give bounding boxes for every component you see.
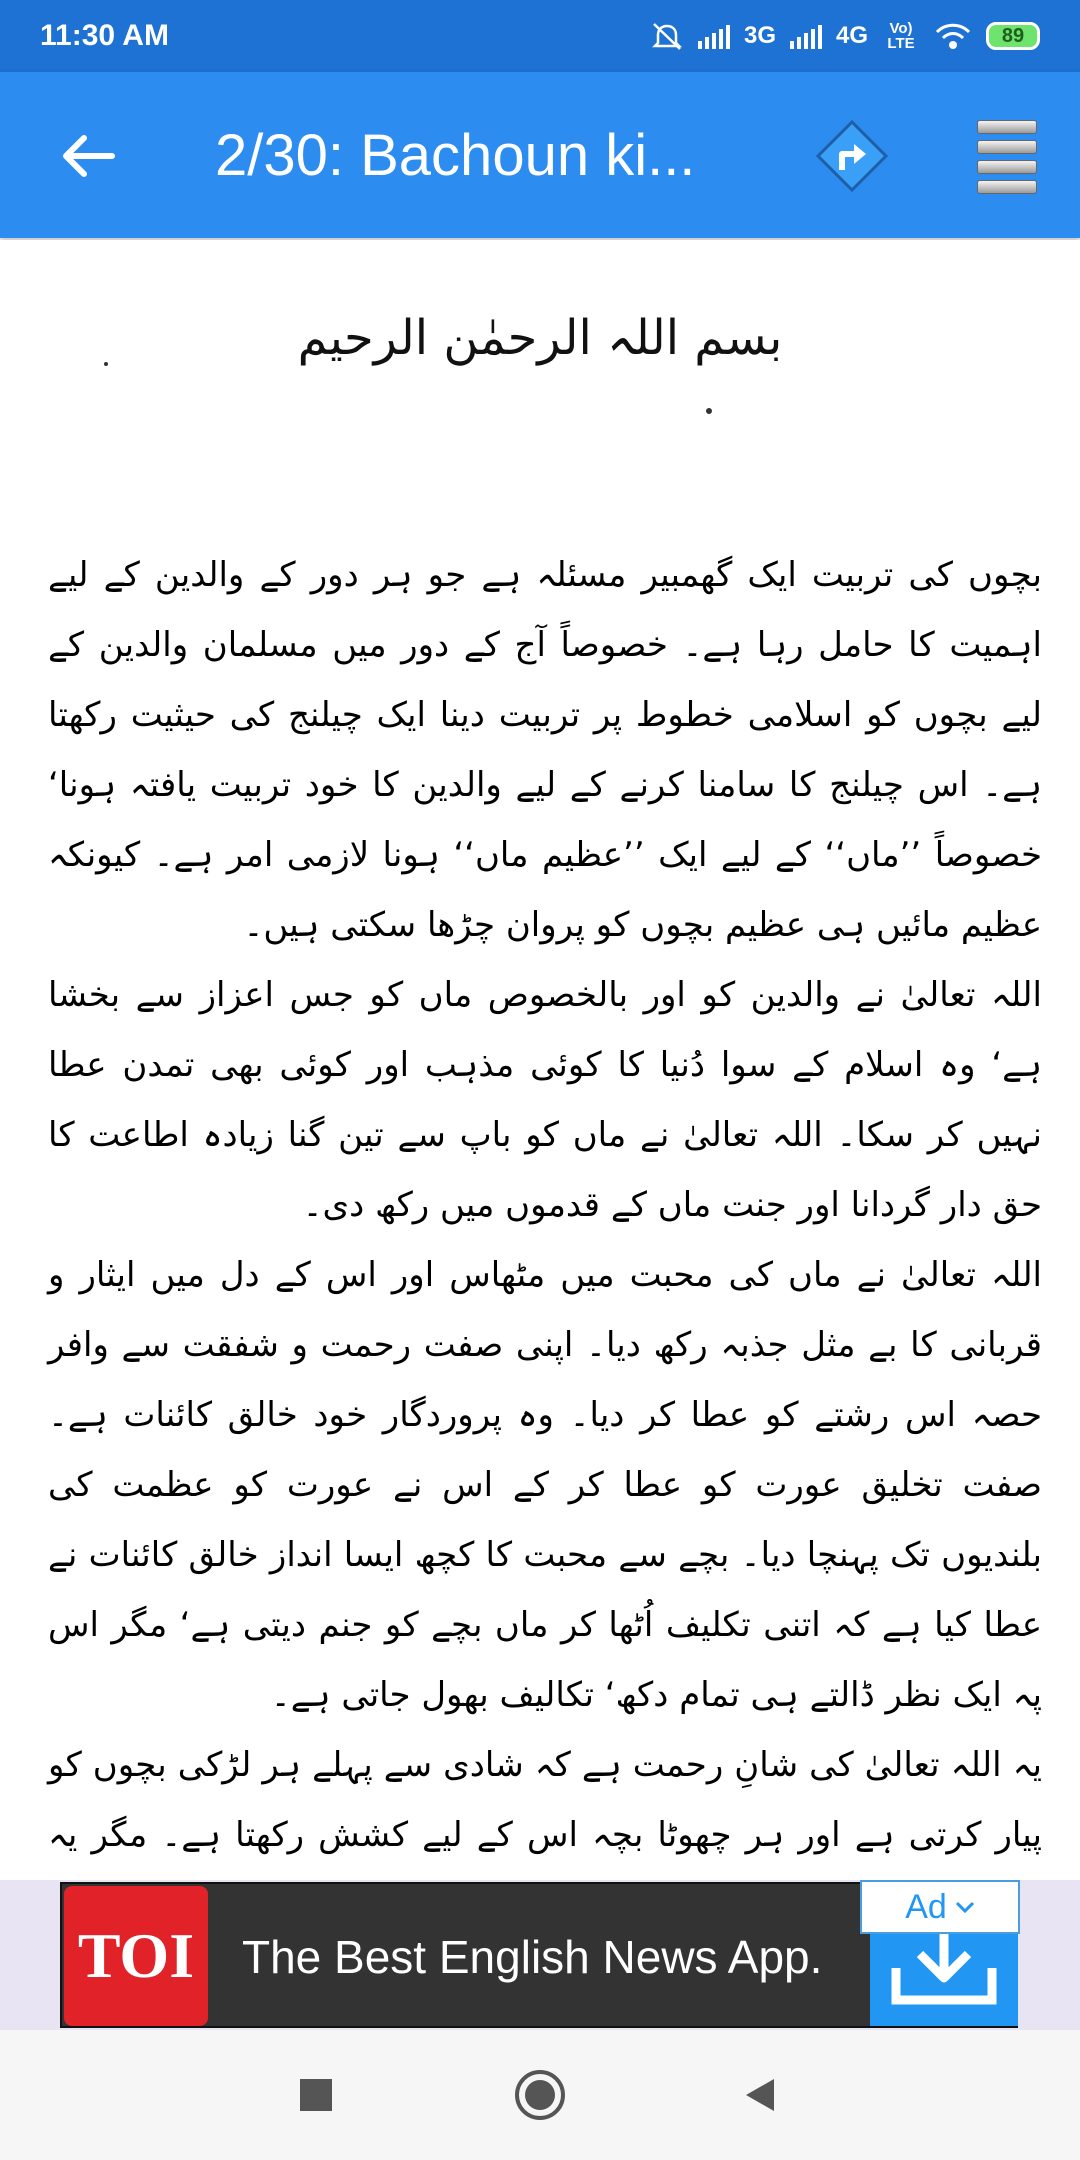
page-speck bbox=[706, 408, 712, 414]
volte-label: Vo) LTE bbox=[887, 20, 915, 52]
menu-icon-bar bbox=[977, 180, 1037, 194]
menu-button[interactable] bbox=[972, 114, 1040, 198]
mute-icon bbox=[650, 21, 684, 51]
paragraph: اللہ تعالیٰ نے والدین کو اور بالخصوص ماں کو جس اعزاز سے بخشا ہے‘ وہ اسلام کے سوا دُنیا کا کوئی مذہب اور کوئی بھی تمدن عطا نہیں کر سکا۔ اللہ تعالیٰ نے ماں کو باپ سے تین گنا زیادہ اطاعت کا حق دار گردانا اور جنت ماں کے قدموں میں رکھ دی۔ bbox=[48, 975, 1042, 1225]
battery-icon: 89 bbox=[986, 22, 1040, 50]
signal-icon bbox=[698, 23, 730, 49]
wifi-icon bbox=[934, 21, 972, 51]
status-time: 11:30 AM bbox=[40, 19, 169, 52]
page-speck bbox=[104, 362, 108, 366]
page-title: 2/30: Bachoun ki... bbox=[215, 123, 696, 188]
network-type-2: 4G bbox=[835, 22, 868, 49]
article-body bbox=[48, 540, 1042, 1880]
directions-icon bbox=[810, 114, 894, 198]
menu-icon-bar bbox=[977, 160, 1037, 174]
chevron-down-icon bbox=[955, 1900, 975, 1914]
recents-button[interactable] bbox=[276, 2060, 356, 2130]
bismillah-heading: بسم اللہ الرحمٰن الرحیم bbox=[297, 310, 783, 366]
book-page[interactable] bbox=[0, 240, 1080, 1880]
square-icon bbox=[298, 2077, 334, 2113]
status-icons bbox=[650, 21, 1040, 51]
arrow-left-icon bbox=[60, 132, 116, 180]
ad-choices-badge[interactable] bbox=[860, 1880, 1020, 1934]
menu-icon-bar bbox=[977, 120, 1037, 134]
go-to-button[interactable] bbox=[810, 114, 894, 198]
circle-icon bbox=[513, 2068, 567, 2122]
system-nav-bar bbox=[0, 2030, 1080, 2160]
paragraph: بچوں کی تربیت ایک گھمبیر مسئلہ ہے جو ہر دور کے والدین کے لیے اہمیت کا حامل رہا ہے۔ خصوصاً آج کے دور میں مسلمان والدین کے لیے بچوں کو اسلامی خطوط پر تربیت دینا ایک چیلنج کی حیثیت رکھتا ہے۔ اس چیلنج کا سامنا کرنے کے لیے والدین کا خود تربیت یافتہ ہونا‘ خصوصاً ’’ماں‘‘ کے لیے ایک ’’عظیم ماں‘‘ ہونا لازمی امر ہے۔ کیونکہ عظیم مائیں ہی عظیم بچوں کو پروان چڑھا سکتی ہیں۔ bbox=[48, 555, 1042, 945]
signal-icon-2 bbox=[790, 23, 822, 49]
ad-text: The Best English News App. bbox=[242, 1931, 823, 1983]
menu-icon-bar bbox=[977, 140, 1037, 154]
status-bar bbox=[0, 0, 1080, 72]
paragraph: اللہ تعالیٰ نے ماں کی محبت میں مٹھاس اور اس کے دل میں ایثار و قربانی کا بے مثل جذبہ رکھ دیا۔ اپنی صفت رحمت و شفقت سے وافر حصہ اس رشتے کو عطا کر دیا۔ وہ پروردگار خود خالق کائنات ہے۔ صفت تخلیق عورت کو عطا کر کے اس نے عورت کو عظمت کی بلندیوں تک پہنچا دیا۔ بچے سے محبت کا کچھ ایسا انداز خالق کائنات نے عطا کیا ہے کہ اتنی تکلیف اُٹھا کر ماں بچے کو جنم دیتی ہے‘ مگر اس پہ ایک نظر ڈالتے ہی تمام دکھ‘ تکالیف بھول جاتی ہے۔ bbox=[48, 1255, 1042, 1715]
paragraph: یہ اللہ تعالیٰ کی شانِ رحمت ہے کہ شادی سے پہلے ہر لڑکی بچوں کو پیار کرتی ہے اور ہر چھوٹا بچہ اس کے لیے کشش رکھتا ہے۔ مگر یہ bbox=[48, 1745, 1042, 1855]
ad-logo: TOI bbox=[64, 1886, 208, 2026]
back-button[interactable] bbox=[52, 120, 124, 192]
ad-badge-label: Ad bbox=[905, 1887, 947, 1926]
back-nav-button[interactable] bbox=[720, 2060, 800, 2130]
app-bar bbox=[0, 72, 1080, 238]
triangle-back-icon bbox=[740, 2075, 780, 2115]
home-button[interactable] bbox=[500, 2060, 580, 2130]
network-type-1: 3G bbox=[743, 22, 776, 49]
